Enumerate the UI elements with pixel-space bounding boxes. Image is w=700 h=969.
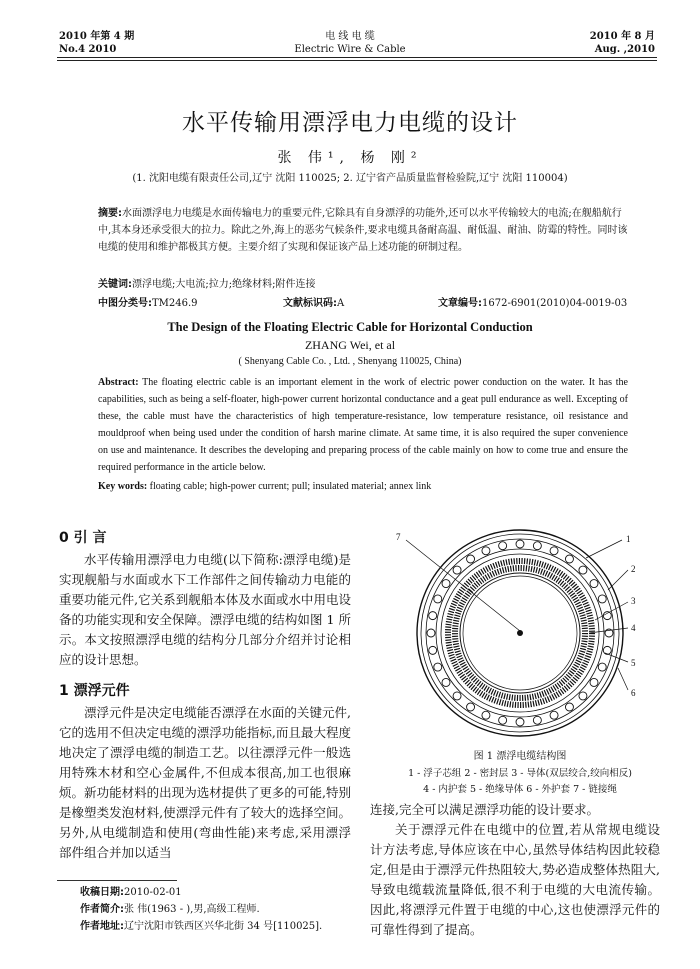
insulated-conductor bbox=[429, 646, 437, 654]
authors: 张 伟¹, 杨 刚² bbox=[277, 150, 423, 166]
keywords-en-text: floating cable; high-power current; pull; insulated material; annex link bbox=[147, 481, 432, 492]
insulated-conductor bbox=[453, 566, 461, 574]
insulated-conductor bbox=[590, 580, 598, 588]
insulated-conductor bbox=[429, 612, 437, 620]
header-date-en: Aug. ,2010 bbox=[594, 44, 655, 55]
keywords-en bbox=[98, 478, 628, 495]
insulated-conductor bbox=[565, 555, 573, 563]
figure-label: 3 bbox=[631, 596, 636, 606]
section-0-body bbox=[59, 550, 351, 670]
article-value: 1672-6901(2010)04-0019-03 bbox=[482, 298, 628, 309]
leader-line bbox=[618, 668, 628, 690]
insulated-conductor bbox=[467, 555, 475, 563]
keywords-cn-text: 漂浮电缆;大电流;拉力;绝缘材料;附件连接 bbox=[132, 279, 316, 290]
abstract-en bbox=[98, 374, 628, 476]
insulated-conductor bbox=[550, 711, 558, 719]
header-date bbox=[590, 30, 655, 56]
figure-label: 7 bbox=[396, 532, 401, 542]
leader-line bbox=[586, 540, 622, 558]
right-column-body bbox=[370, 800, 660, 940]
page-title: 水平传输用漂浮电力电缆的设计 bbox=[182, 110, 518, 136]
header-issue-en: No.4 2010 bbox=[59, 44, 117, 55]
footnote-address bbox=[80, 918, 370, 935]
insulated-conductor bbox=[467, 703, 475, 711]
figure-label: 4 bbox=[631, 623, 636, 633]
insulated-conductor bbox=[533, 716, 541, 724]
doc-value: A bbox=[337, 298, 345, 309]
english-title: The Design of the Floating Electric Cable for Horizontal Conduction bbox=[167, 320, 533, 334]
insulated-conductor bbox=[565, 703, 573, 711]
insulated-conductor bbox=[550, 547, 558, 555]
right-column-continuation: 连接,完全可以满足漂浮功能的设计要求。 bbox=[370, 802, 599, 817]
insulated-conductor bbox=[579, 566, 587, 574]
figure-label: 6 bbox=[631, 688, 636, 698]
figure-legend-2: 4 - 内护套 5 - 绝缘导体 6 - 外护套 7 - 链接绳 bbox=[423, 784, 617, 795]
header-rule bbox=[57, 57, 657, 58]
abstract-cn-text: 水面漂浮电力电缆是水面传输电力的重要元件,它除具有自身漂浮的功能外,还可以水平传输较大的电流;在舰船航行中,其本身还承受很大的拉力。除此之外,海上的恶劣气候条件,要求电缆具备耐高温、耐低温、耐油、防霉的特性。同时该电缆的使用和维护都极其方便。主要介绍了实现和保证该产品上述功能的研制过程。 bbox=[98, 208, 628, 253]
header-journal-cn: 电 线 电 缆 bbox=[325, 31, 375, 42]
insulated-conductor bbox=[603, 646, 611, 654]
footnote-bio bbox=[80, 901, 370, 918]
insulated-conductor bbox=[579, 692, 587, 700]
section-0-heading: 0 引 言 bbox=[59, 530, 107, 546]
section-1-body bbox=[59, 703, 351, 863]
bio-label: 作者简介: bbox=[80, 904, 124, 915]
bio-value: 张 伟(1963 - ),男,高级工程师. bbox=[124, 904, 260, 915]
insulated-conductor bbox=[482, 547, 490, 555]
insulated-conductor bbox=[516, 540, 524, 548]
insulated-conductor bbox=[442, 678, 450, 686]
affiliation: (1. 沈阳电缆有限责任公司,辽宁 沈阳 110025; 2. 辽宁省产品质量监督检验院,辽宁 沈阳 110004) bbox=[132, 173, 568, 184]
section-1-paragraph: 漂浮元件是决定电缆能否漂浮在水面的关键元件,它的选用不但决定电缆的漂浮功能指标,而且最大程度地决定了漂浮电缆的制造工艺。以往漂浮元件一般选用特殊木材和空心金属件,不但成本很高,加工也很麻烦。新功能材料的出现为选材提供了更多的可能,特别是橡塑类发泡材料,使漂浮元件有了较大的选择空间。另外,从电缆制造和使用(弯曲性能)来考虑,采用漂浮部件组合并加以适当 bbox=[59, 705, 351, 860]
insulated-conductor bbox=[442, 580, 450, 588]
received-value: 2010-02-01 bbox=[124, 887, 182, 898]
doc-field bbox=[283, 294, 344, 309]
insulated-conductor bbox=[453, 692, 461, 700]
keywords-cn-label: 关键词: bbox=[98, 279, 132, 290]
address-value: 辽宁沈阳市铁西区兴华北街 34 号[110025]. bbox=[124, 921, 323, 932]
abstract-en-text: The floating electric cable is an important element in the work of electric power conduction on the water. It has the capabilities, such as being a self-floater, high-power current horizontal conductance and a geat pull endurance as well. Excepting of these, the cable must have the characteristics of high temperature-resistance, low temperature resistance, oil resistance and mouldproof when being used under the condition of harsh marine climate. At same time, it is also required the super convenience on use and maintenance. It describes the developing and preparing process of the cable mainly on how to come true and ensure the required performance in the article below. bbox=[98, 377, 628, 473]
keywords-en-label: Key words: bbox=[98, 481, 148, 492]
insulated-conductor bbox=[499, 716, 507, 724]
clc-value: TM246.9 bbox=[152, 298, 198, 309]
article-label: 文章编号: bbox=[438, 298, 482, 309]
insulated-conductor bbox=[434, 595, 442, 603]
insulated-conductor bbox=[427, 629, 435, 637]
insulated-conductor bbox=[598, 595, 606, 603]
header-journal-en: Electric Wire & Cable bbox=[294, 44, 406, 55]
doc-label: 文献标识码: bbox=[283, 298, 337, 309]
insulated-conductor bbox=[598, 663, 606, 671]
clc-field bbox=[98, 294, 198, 309]
figure-caption: 图 1 漂浮电缆结构图 bbox=[473, 751, 567, 762]
section-0-paragraph: 水平传输用漂浮电力电缆(以下简称:漂浮电缆)是实现舰船与水面或水下工作部件之间传输动力电能的重要功能元件,它关系到舰船本体及水面或水中用电设备的功能实现和安全保障。漂浮电缆的结构如图 1 所示。本文按照漂浮电缆的结构分几部分介绍并讨论相应的设计思想。 bbox=[59, 552, 351, 667]
cable-structure-figure bbox=[390, 528, 650, 738]
insulated-conductor bbox=[516, 718, 524, 726]
abstract-cn-label: 摘要: bbox=[98, 208, 122, 219]
footnote bbox=[80, 884, 370, 935]
footnote-received bbox=[80, 884, 370, 901]
figure-label: 5 bbox=[631, 658, 636, 668]
header-issue-cn: 2010 年第 4 期 bbox=[59, 31, 135, 42]
insulated-conductor bbox=[590, 678, 598, 686]
insulated-conductor bbox=[603, 612, 611, 620]
address-label: 作者地址: bbox=[80, 921, 124, 932]
leader-line bbox=[595, 602, 628, 620]
leader-line bbox=[406, 540, 520, 631]
insulated-conductor bbox=[482, 711, 490, 719]
footnote-rule bbox=[57, 880, 177, 881]
right-column-paragraph: 关于漂浮元件在电缆中的位置,若从常规电缆设计方法考虑,导体应该在中心,虽然导体结构因此较稳定,但是由于漂浮元件热阻较大,势必造成整体热阻大,导致电缆载流量降低,很不利于电缆的大电流传输。因此,将漂浮元件置于电缆的中心,这也使漂浮元件的可靠性得到了提高。 bbox=[370, 822, 660, 937]
english-author: ZHANG Wei, et al bbox=[304, 338, 396, 352]
section-1-heading: 1 漂浮元件 bbox=[59, 683, 130, 699]
figure-label: 2 bbox=[631, 564, 636, 574]
insulated-conductor bbox=[533, 542, 541, 550]
insulated-conductor bbox=[434, 663, 442, 671]
insulated-conductor bbox=[499, 542, 507, 550]
header-issue bbox=[59, 30, 134, 56]
received-label: 收稿日期: bbox=[80, 887, 124, 898]
article-field bbox=[438, 294, 627, 309]
leader-line bbox=[608, 570, 628, 590]
english-affiliation: ( Shenyang Cable Co. , Ltd. , Shenyang 110025, China) bbox=[238, 356, 462, 367]
abstract-cn bbox=[98, 205, 628, 256]
figure-legend-1: 1 - 浮子芯组 2 - 密封层 3 - 导体(双层绞合,绞向相反) bbox=[408, 768, 632, 779]
figure-label: 1 bbox=[626, 534, 631, 544]
keywords-cn bbox=[98, 276, 628, 293]
header-rule-2 bbox=[57, 60, 657, 61]
header-journal bbox=[250, 30, 450, 56]
clc-label: 中图分类号: bbox=[98, 298, 152, 309]
abstract-en-label: Abstract: bbox=[98, 377, 139, 388]
header-date-cn: 2010 年 8 月 bbox=[589, 31, 655, 42]
